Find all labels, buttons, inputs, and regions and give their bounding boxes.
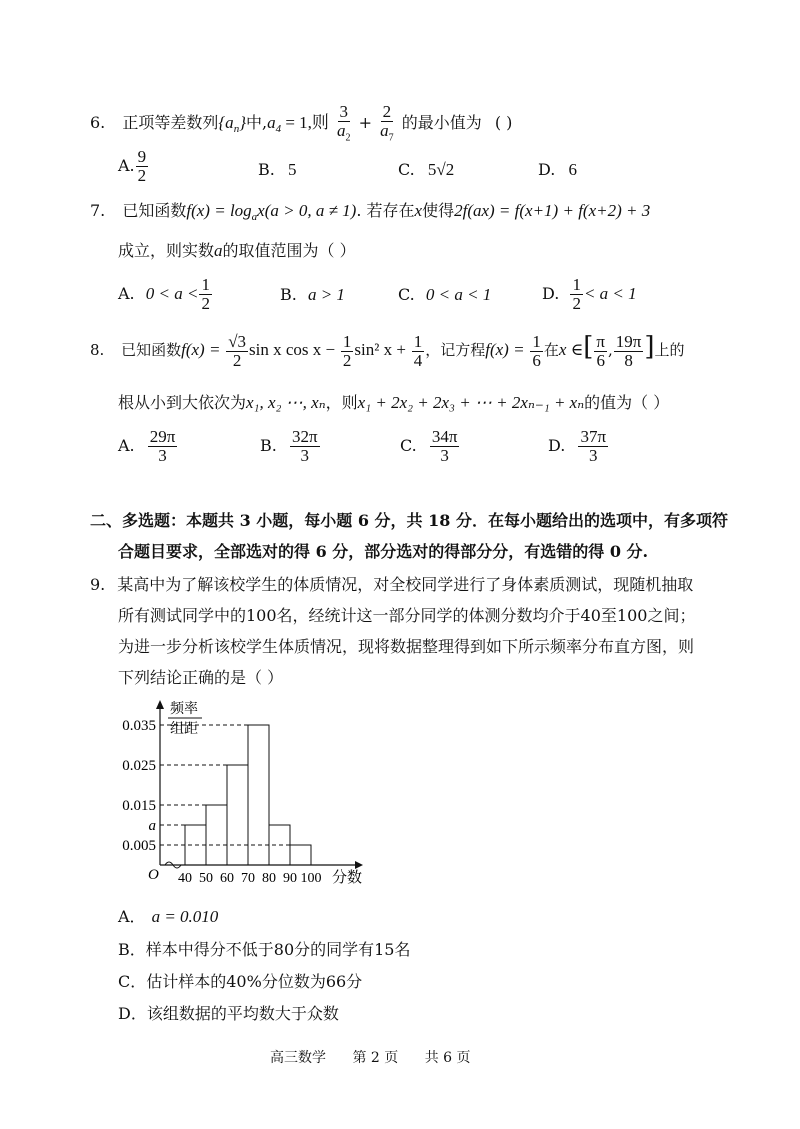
x-tick-label: 50	[199, 871, 213, 886]
option-label: C.	[400, 435, 417, 455]
x-tick-label: 60	[220, 871, 234, 886]
q8-mid1: sin x cos x −	[249, 340, 336, 359]
q8-text-c: 的值为（ ）	[584, 393, 670, 412]
q8-option-a[interactable]	[118, 428, 178, 465]
y-axis-arrow	[156, 700, 164, 709]
frac-den: 2	[572, 293, 581, 313]
frac-num: 32π	[291, 427, 318, 446]
option-label: B.	[258, 160, 275, 179]
q8-line1: 8. 已知函数f(x) = $\frac{√3}{2}$ sin x cos x − $\frac{1}{2}$ sin² x + $\frac{1}{4}$ ，记方程f(x) = $\frac{1}{6}$ 在x ∈[ $\frac{\pi}{6}$ , $\frac{19\pi}{8}$ ]上的	[90, 331, 685, 370]
footer-page: 第 2 页	[352, 1050, 399, 1066]
frac-den: 2	[232, 350, 242, 370]
frac-den: 4	[413, 350, 423, 370]
frac-num: 1	[342, 331, 352, 351]
q9-text: 某高中为了解该校学生的体质情况，对全校同学进行了身体素质测试，现随机抽取	[117, 575, 694, 594]
q8-text-b: ，则	[325, 393, 358, 412]
y-tick-label: 0.025	[122, 758, 156, 774]
q7-text-b: 的取值范围为（ ）	[222, 241, 356, 260]
q8-option-c[interactable]	[400, 428, 460, 465]
frac-num: 1	[572, 275, 581, 294]
option-frac	[570, 276, 583, 313]
q7-log-base: a	[251, 211, 258, 224]
frac-num: 9	[137, 147, 147, 166]
frac-den: 2	[137, 165, 147, 185]
option-label: D.	[538, 160, 556, 179]
q8-mid2: sin² x +	[354, 340, 406, 359]
option-frac	[136, 148, 149, 185]
option-label: C．	[118, 972, 147, 991]
q9-number: 9.	[90, 575, 106, 594]
option-label: B．	[118, 940, 146, 959]
histogram-bar	[248, 725, 269, 865]
option-label: A.	[118, 155, 135, 175]
q6-mid: 中,	[246, 112, 268, 132]
q9-line2: 所有测试同学中的100名，经统计这一部分同学的体测分数均介于40至100之间；	[118, 606, 696, 625]
option-label: B.	[260, 435, 277, 455]
q9-option-a[interactable]	[118, 904, 218, 927]
option-frac	[290, 428, 320, 465]
frac-num: 1	[532, 331, 541, 351]
q6-frac1	[335, 103, 353, 144]
frac-num: 37π	[580, 427, 607, 446]
q6-option-a[interactable]	[118, 148, 149, 185]
q6-cond: a	[267, 112, 276, 132]
frac-num: √3	[228, 331, 247, 351]
q7-option-d[interactable]	[542, 276, 637, 313]
section2-heading-cont: 合题目要求，全部选对的得 6 分，部分选对的得部分分，有选错的得 0 分.	[118, 542, 649, 561]
frac-num: 2	[382, 102, 392, 121]
q8-frac3	[412, 333, 425, 370]
q7-line2	[118, 238, 356, 261]
q6-tail: 的最小值为	[401, 112, 482, 132]
q7-text: 已知函数	[122, 201, 187, 220]
histogram-bar	[227, 765, 248, 865]
frac-num: 3	[339, 102, 349, 121]
q8-frac1	[226, 333, 248, 370]
q8-text-b: ，记方程	[425, 341, 486, 359]
q8-sum: x₁ + 2x₂ + 2x₃ + ⋯ + 2xₙ₋₁ + xₙ	[357, 393, 585, 412]
frac-num: 19π	[615, 331, 642, 351]
option-label: D．	[118, 1004, 147, 1023]
q6-seq-sub: n	[233, 123, 240, 136]
frac-num: 29π	[149, 427, 176, 446]
option-label: B.	[280, 285, 297, 304]
histogram-bar	[290, 845, 311, 865]
option-frac	[199, 276, 212, 313]
x-tick-label: 70	[241, 871, 255, 886]
q6-stem	[90, 103, 512, 144]
q7-option-a[interactable]	[118, 276, 213, 313]
frac-den: 3	[300, 445, 309, 465]
frac-num: π	[596, 331, 605, 351]
q7-func: f(x) = log	[186, 201, 252, 220]
q8-interval-a	[594, 333, 607, 370]
frac-den-sub: 7	[388, 132, 394, 144]
origin-label: O	[148, 867, 159, 883]
q9-line1	[90, 572, 693, 595]
footer-total: 共 6 页	[424, 1050, 471, 1066]
option-label: D.	[542, 283, 560, 303]
q9-option-c[interactable]	[118, 969, 362, 992]
q7-text-c: 使得	[422, 201, 455, 220]
option-text: 0 < a <	[145, 283, 199, 303]
section2-heading: 二、多选题：本题共 3 小题，每小题 6 分，共 18 分．在每小题给出的选项中，有多项符	[90, 511, 728, 530]
footer-subject: 高三数学	[270, 1050, 326, 1066]
option-text: a > 1	[307, 285, 345, 304]
q7-var-x: x	[414, 201, 423, 220]
q6-frac2	[378, 103, 396, 144]
q6-seq: {a	[218, 112, 234, 132]
y-tick-label: 0.015	[122, 798, 156, 814]
frac-den: a	[380, 120, 389, 140]
page-footer	[270, 1047, 471, 1067]
y-axis-label-bottom: 组距	[170, 722, 198, 737]
frac-den-sub: 2	[345, 132, 351, 144]
option-text: 样本中得分不低于80分的同学有15名	[145, 940, 411, 959]
q7-text-b: . 若存在	[356, 201, 415, 220]
q7-option-b[interactable]	[280, 285, 345, 305]
y-tick-label: 0.005	[122, 838, 156, 854]
q6-option-c[interactable]	[398, 160, 454, 180]
q8-option-b[interactable]	[260, 428, 321, 465]
frac-den: 3	[440, 445, 449, 465]
q8-seq: x₁, x₂ ⋯, xₙ	[246, 393, 326, 412]
frac-den: a	[337, 120, 346, 140]
option-frac	[148, 428, 178, 465]
q7-option-c[interactable]	[398, 285, 491, 305]
frac-num: 34π	[431, 427, 458, 446]
q6-cond-sub: 4	[275, 123, 282, 136]
x-tick-label: 90	[283, 871, 297, 886]
option-text: a = 0.010	[151, 907, 219, 926]
q8-eq: f(x) =	[485, 340, 525, 359]
q6-cond-rest: = 1,则	[281, 112, 329, 132]
option-label: A.	[118, 283, 135, 303]
x-tick-label: 100	[300, 871, 322, 886]
q6-plus: +	[358, 112, 373, 132]
q7-line1	[90, 198, 650, 223]
y-tick-label: a	[148, 818, 156, 834]
q6-text: 正项等差数列	[122, 112, 219, 132]
q6-option-d[interactable]	[538, 160, 577, 180]
frac-den: 3	[158, 445, 167, 465]
q7-cond: x(a > 0, a ≠ 1)	[257, 201, 357, 220]
x-tick-label: 40	[178, 871, 192, 886]
option-text: 5	[287, 160, 297, 179]
q8-option-d[interactable]	[548, 428, 609, 465]
q8-text-c: 在	[543, 341, 559, 359]
histogram-chart	[110, 695, 380, 895]
frac-num: 1	[201, 275, 210, 294]
q8-func: f(x) =	[181, 340, 221, 359]
q6-paren: ( )	[494, 112, 513, 132]
q8-frac4	[530, 333, 543, 370]
x-axis-arrow	[355, 861, 363, 869]
histogram-bar	[206, 805, 227, 865]
option-text: 5√2	[427, 160, 455, 179]
option-frac	[578, 428, 608, 465]
option-text: 估计样本的40%分位数为66分	[146, 972, 363, 991]
q8-text-d: 上的	[654, 341, 685, 359]
q7-text: 成立，则实数	[118, 241, 215, 260]
q8-line2	[118, 390, 669, 413]
option-label: A.	[118, 435, 135, 455]
q6-seq-close: }	[239, 112, 246, 132]
q8-number: 8.	[90, 341, 105, 359]
y-axis-label-top: 频率	[170, 702, 198, 717]
option-label: A．	[118, 907, 146, 926]
q8-text: 根从小到大依次为	[118, 393, 247, 412]
option-label: C.	[398, 160, 415, 179]
q9-option-d[interactable]	[118, 1001, 339, 1024]
option-text: < a < 1	[583, 283, 637, 303]
option-text: 6	[568, 160, 577, 179]
frac-den: 3	[588, 445, 598, 465]
frac-den: 2	[201, 293, 210, 313]
frac-num: 1	[413, 331, 423, 351]
q7-var-a: a	[214, 241, 223, 260]
frac-den: 8	[624, 350, 633, 370]
q8-in: x ∈	[558, 340, 584, 359]
q8-text: 已知函数	[121, 341, 182, 359]
frac-den: 6	[596, 350, 605, 370]
x-tick-label: 80	[262, 871, 276, 886]
y-tick-label: 0.035	[122, 718, 156, 734]
frac-den: 6	[532, 350, 541, 370]
option-label: D.	[548, 435, 566, 455]
x-axis-label: 分数	[332, 870, 363, 886]
option-label: C.	[398, 285, 415, 304]
q7-number: 7.	[90, 201, 106, 220]
option-frac	[430, 428, 460, 465]
option-text: 0 < a < 1	[425, 285, 492, 304]
q9-option-b[interactable]	[118, 937, 411, 960]
frac-den: 2	[342, 350, 352, 370]
q8-interval-b	[614, 333, 644, 370]
q7-equation: 2f(ax) = f(x+1) + f(x+2) + 3	[454, 201, 651, 220]
q9-line3: 为进一步分析该校学生体质情况，现将数据整理得到如下所示频率分布直方图，则	[118, 637, 695, 656]
q9-line4: 下列结论正确的是（ ）	[118, 668, 284, 687]
q8-frac2	[341, 333, 354, 370]
q6-number: 6.	[90, 112, 106, 132]
option-text: 该组数据的平均数大于众数	[146, 1004, 339, 1023]
q6-option-b[interactable]	[258, 160, 296, 180]
